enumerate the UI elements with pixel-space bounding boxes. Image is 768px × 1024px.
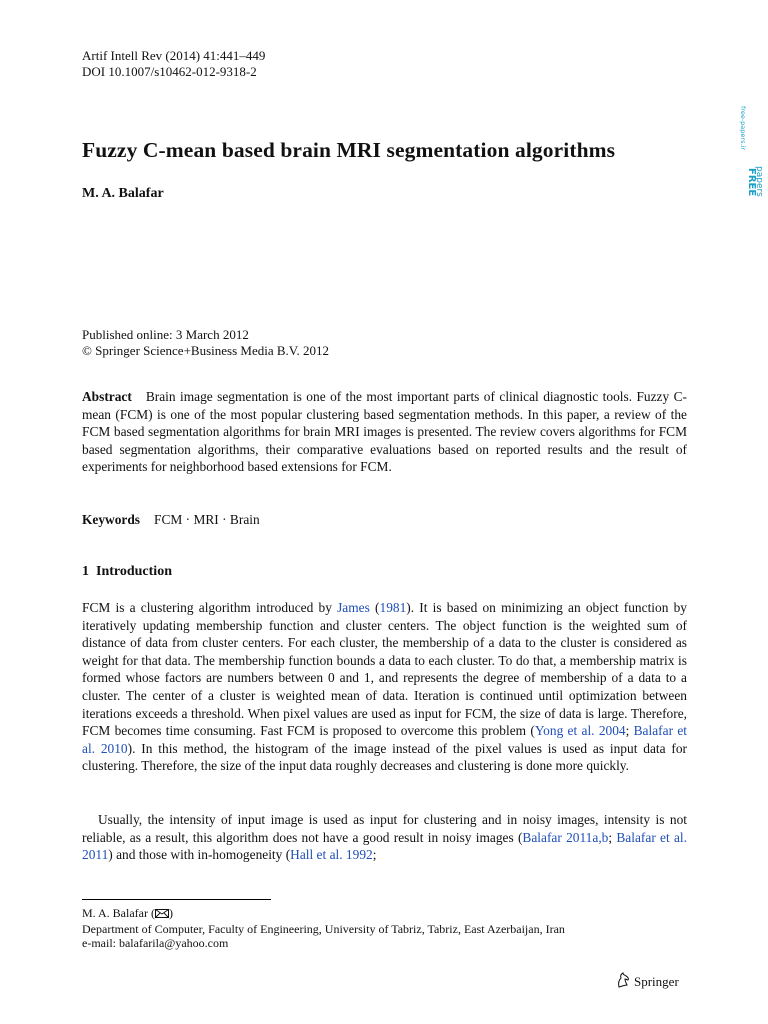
paper-title: Fuzzy C-mean based brain MRI segmentation algorithms (82, 138, 616, 162)
text: ). It is based on minimizing an object function by iteratively updating membership function and cluster centers. The object function is the weighted sum of distance of data from cluster centers. For each cluster, the membership of a data to the cluster is considered as weight for that data. The membership function bounds a data to each cluster. To do that, a membership matrix is formed whose factors are numbers between 0 and 1, and represents the degree of membership of a data to a cluster. The center of a cluster is weighted mean of data. Iteration is continued until optimization between iterations exceeds a threshold. When pixel values are used as input for FCM, the size of data is large. Therefore, FCM becomes time consuming. Fast FCM is proposed to overcome this problem ( (82, 600, 687, 739)
envelope-icon (155, 907, 169, 922)
footnote-author: M. A. Balafar ( (82, 906, 155, 920)
intro-paragraph-2 (82, 811, 687, 864)
section-heading (82, 564, 172, 580)
text: ; (608, 829, 617, 845)
keywords (82, 512, 260, 528)
doi-line: DOI 10.1007/s10462-012-9318-2 (82, 64, 257, 79)
badge-free-text: FREE (746, 168, 757, 197)
citation-link[interactable]: Yong et al. 2004 (534, 723, 626, 739)
footnote (82, 906, 565, 951)
section-title: Introduction (96, 564, 172, 579)
abstract-text: Brain image segmentation is one of the most important parts of clinical diagnostic tools. Fuzzy C-mean (FCM) is one of the most popular clustering based segmentation methods. In this paper, a review of the FCM based segmentation algorithms for brain MRI images is presented. The review covers algorithms for FCM based segmentation algorithms, their comparative evaluations based on reported results and the result of experiments for neighborhood based extensions for FCM. (82, 389, 687, 475)
citation-link[interactable]: 1981 (379, 600, 407, 615)
text: ; (372, 847, 377, 863)
citation-link[interactable]: Balafar et al. 2011 (82, 829, 687, 863)
badge-small-text: free-papers.ir (739, 106, 747, 150)
text: Usually, the intensity of input image is used as input for clustering and in noisy images, intensity is not reliable, as a result, this algorithm does not have a good result in noisy images ( (82, 812, 687, 845)
footnote-divider (82, 899, 271, 900)
footnote-author-close: ) (168, 906, 173, 920)
text: ( (369, 600, 380, 615)
citation-link[interactable]: Balafar et al. 2010 (82, 723, 687, 756)
publisher-logo (616, 972, 679, 992)
publication-info (82, 327, 329, 359)
section-number: 1 (82, 564, 89, 579)
journal-header (82, 48, 265, 80)
citation-link[interactable]: Balafar 2011a,b (522, 829, 609, 845)
citation-link[interactable]: Hall et al. 1992 (290, 847, 373, 863)
journal-citation: Artif Intell Rev (2014) 41:441–449 (82, 48, 266, 63)
text: ; (625, 723, 634, 739)
free-papers-badge[interactable] (734, 104, 764, 216)
keywords-text: FCM · MRI · Brain (154, 512, 260, 527)
intro-paragraph-1 (82, 599, 687, 775)
text: ) and those with in-homogeneity ( (108, 847, 291, 863)
corresponding-author (82, 906, 565, 922)
email: e-mail: balafarila@yahoo.com (82, 936, 229, 950)
copyright: © Springer Science+Business Media B.V. 2012 (82, 343, 329, 358)
abstract (82, 388, 687, 476)
affiliation: Department of Computer, Faculty of Engineering, University of Tabriz, Tabriz, East Azerbaijan, Iran (82, 921, 565, 936)
citation-link[interactable]: James (337, 600, 370, 615)
text: FCM is a clustering algorithm introduced by (82, 600, 338, 615)
abstract-label: Abstract (82, 389, 132, 404)
publisher-name: Springer (634, 974, 679, 989)
springer-horse-icon (616, 972, 630, 992)
text: ). In this method, the histogram of the image instead of the pixel values is used as input data for clustering. Therefore, the size of the input data roughly decreases and clustering is done more quickly. (82, 740, 688, 774)
badge-papers-text: papers (754, 166, 764, 197)
keywords-label: Keywords (82, 512, 141, 527)
author-name: M. A. Balafar (82, 186, 164, 201)
published-date: Published online: 3 March 2012 (82, 327, 249, 342)
